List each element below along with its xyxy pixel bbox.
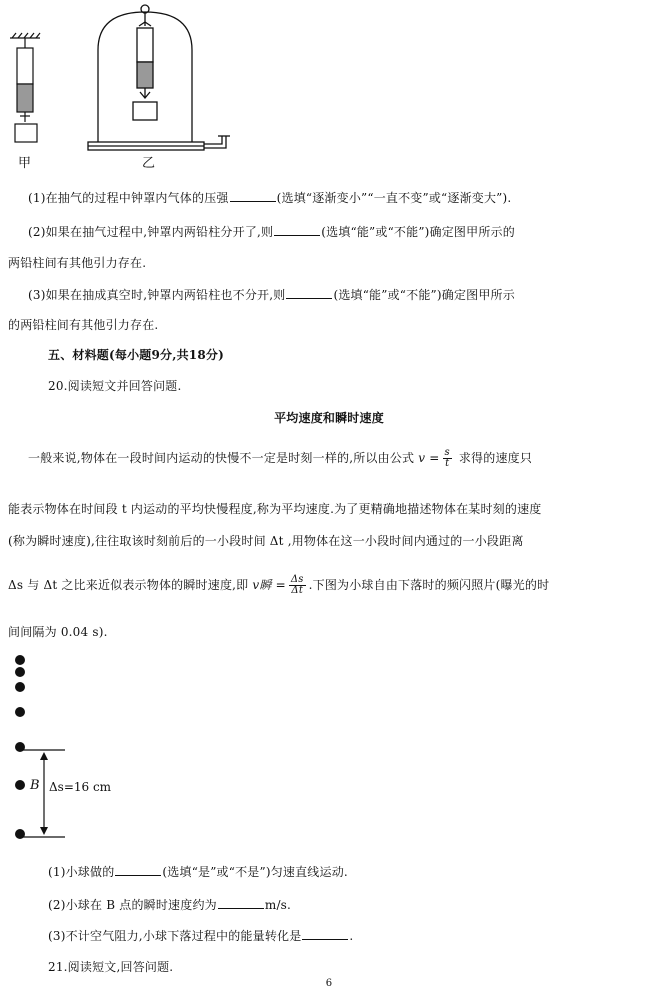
q19-3-suffix: (选填“能”或“不能”)确定图甲所示 xyxy=(333,288,515,302)
label-jia: 甲 xyxy=(18,156,32,171)
q19-2 xyxy=(28,223,515,240)
q19-1-prefix: (1)在抽气的过程中钟罩内气体的压强 xyxy=(28,191,229,205)
q20-3-blank[interactable] xyxy=(302,927,348,940)
q20-1-prefix: (1)小球做的 xyxy=(48,865,115,879)
q19-3-prefix: (3)如果在抽成真空时,钟罩内两铅柱也不分开,则 xyxy=(28,288,286,302)
q19-1-blank[interactable] xyxy=(230,189,276,202)
q20-1 xyxy=(48,863,348,880)
p1-text-b: 求得的速度只 xyxy=(458,451,533,465)
q19-2-suffix: (选填“能”或“不能”)确定图甲所示的 xyxy=(321,225,515,239)
q20-2 xyxy=(48,896,291,913)
p4-formula-v: v瞬 = xyxy=(252,578,286,592)
q21-intro: 21.阅读短文,回答问题. xyxy=(48,960,174,974)
article-title: 平均速度和瞬时速度 xyxy=(274,411,384,425)
paragraph-line-1 xyxy=(28,448,532,469)
label-yi: 乙 xyxy=(142,156,156,171)
q19-2-line2: 两铅柱间有其他引力存在. xyxy=(8,256,147,270)
q19-2-prefix: (2)如果在抽气过程中,钟罩内两铅柱分开了,则 xyxy=(28,225,274,239)
q20-intro: 20.阅读短文并回答问题. xyxy=(48,379,182,393)
page-number: 6 xyxy=(325,978,333,989)
strobe-ball-drawing xyxy=(0,650,140,845)
section5-heading: 五、材料题(每小题9分,共18分) xyxy=(48,348,224,362)
q20-1-blank[interactable] xyxy=(115,863,161,876)
strobe-ball-figure xyxy=(0,650,140,845)
p1-frac-den: t xyxy=(445,458,450,469)
q19-1-suffix: (选填“逐渐变小”“一直不变”或“逐渐变大”). xyxy=(276,191,512,205)
p4-frac-num: Δs xyxy=(290,574,304,585)
paragraph-line-2: 能表示物体在时间段 t 内运动的平均快慢程度,称为平均速度.为了更精确地描述物体在某时刻的速度 xyxy=(8,502,542,516)
q19-1 xyxy=(28,189,511,206)
q20-2-prefix: (2)小球在 B 点的瞬时速度约为 xyxy=(48,898,217,912)
paragraph-line-4 xyxy=(8,575,549,596)
q19-2-blank[interactable] xyxy=(274,223,320,236)
q19-3-line2: 的两铅柱间有其他引力存在. xyxy=(8,318,159,332)
q20-3-prefix: (3)不计空气阻力,小球下落过程中的能量转化是 xyxy=(48,929,302,943)
p1-text-a: 一般来说,物体在一段时间内运动的快慢不一定是时刻一样的,所以由公式 xyxy=(28,451,415,465)
q20-2-blank[interactable] xyxy=(218,896,264,909)
q20-1-suffix: (选填“是”或“不是”)匀速直线运动. xyxy=(162,865,348,879)
apparatus-figure xyxy=(0,0,240,175)
label-delta-s: Δs=16 cm xyxy=(49,780,112,794)
paragraph-line-3: (称为瞬时速度),往往取该时刻前后的一小段时间 Δt ,用物体在这一小段时间内通过的一小段距离 xyxy=(8,534,524,548)
paragraph-line-5: 间间隔为 0.04 s). xyxy=(8,625,108,639)
p1-frac-num: s xyxy=(444,447,450,458)
p1-fraction xyxy=(443,448,452,469)
label-b: B xyxy=(30,778,40,793)
p4-text-a: Δs 与 Δt 之比来近似表示物体的瞬时速度,即 xyxy=(8,578,249,592)
p4-fraction xyxy=(289,575,306,596)
p4-text-b: .下图为小球自由下落时的频闪照片(曝光的时 xyxy=(308,578,550,592)
p4-frac-den: Δt xyxy=(291,585,304,596)
p1-formula-v: v = xyxy=(418,451,440,465)
q20-2-suffix: m/s. xyxy=(264,898,292,912)
q19-3-blank[interactable] xyxy=(286,286,332,299)
q19-3 xyxy=(28,286,515,303)
q20-3-suffix: . xyxy=(349,929,354,943)
q20-3 xyxy=(48,927,353,944)
apparatus-drawing xyxy=(0,0,240,175)
